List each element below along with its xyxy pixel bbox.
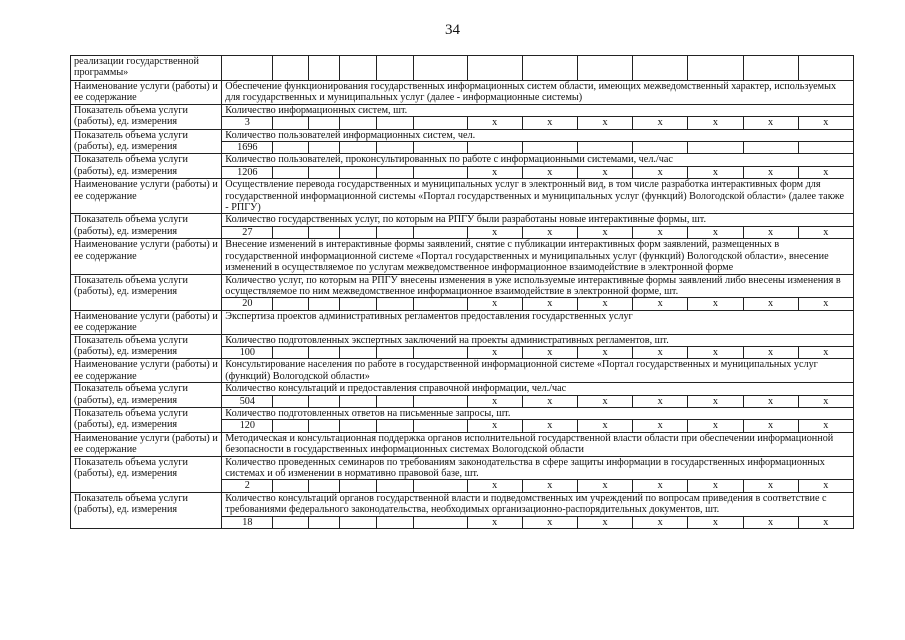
x-mark: x — [522, 346, 577, 358]
x-mark: x — [743, 298, 798, 310]
x-mark: x — [688, 516, 743, 528]
indicator-label: Показатель объема услуги (работы), ед. измерения — [71, 383, 222, 408]
x-mark: x — [522, 166, 577, 178]
x-mark: x — [522, 226, 577, 238]
indicator-label: Показатель объема услуги (работы), ед. измерения — [71, 407, 222, 432]
service-label: Наименование услуги (работы) и ее содержание — [71, 359, 222, 383]
service-name: Осуществление перевода государственных и муниципальных услуг в электронный вид, в том числе разработка интерактивных форм для государственной информационной системы «Портал государственных и муниципальных услуг (функций) Вологодской области» (далее также - РПГУ) — [222, 179, 854, 214]
x-mark: x — [688, 480, 743, 492]
empty-cell — [376, 346, 414, 358]
x-mark: x — [798, 166, 853, 178]
x-mark: x — [577, 420, 632, 432]
empty-cell — [376, 480, 414, 492]
empty-cell — [339, 346, 376, 358]
x-mark: x — [467, 395, 522, 407]
indicator-value: 1206 — [222, 166, 273, 178]
indicator-row — [71, 104, 854, 116]
x-mark: x — [798, 516, 853, 528]
service-row — [71, 432, 854, 456]
x-mark: x — [688, 166, 743, 178]
empty-cell — [376, 166, 414, 178]
service-row — [71, 359, 854, 383]
empty-cell — [339, 420, 376, 432]
empty-cell — [414, 346, 467, 358]
indicator-value: 1696 — [222, 142, 273, 154]
empty-cell — [414, 480, 467, 492]
empty-cell — [376, 226, 414, 238]
indicator-label: Показатель объема услуги (работы), ед. измерения — [71, 129, 222, 154]
indicator-description: Количество проведенных семинаров по требованиям законодательства в сфере защиты информации в государственных информационных системах и об изменении в нормативно правовой базе, шт. — [222, 456, 854, 480]
empty-cell — [414, 226, 467, 238]
x-mark — [467, 142, 522, 154]
page-number: 34 — [445, 22, 460, 38]
empty-cell — [339, 516, 376, 528]
x-mark: x — [467, 420, 522, 432]
x-mark: x — [688, 226, 743, 238]
service-name: Экспертиза проектов административных регламентов предоставления государственных услуг — [222, 310, 854, 334]
empty-cell — [309, 117, 340, 129]
service-name: Методическая и консультационная поддержка органов исполнительной государственной власти области при обеспечении информационной безопасности в государственных информационных системах Вологодской области — [222, 432, 854, 456]
empty-cell — [309, 395, 340, 407]
x-mark: x — [522, 516, 577, 528]
empty-cell — [743, 56, 798, 81]
indicator-description: Количество подготовленных экспертных заключений на проекты административных регламентов, шт. — [222, 334, 854, 346]
service-row — [71, 239, 854, 274]
x-mark: x — [633, 395, 688, 407]
indicator-label: Показатель объема услуги (работы), ед. измерения — [71, 154, 222, 179]
empty-cell — [309, 480, 340, 492]
empty-cell — [309, 516, 340, 528]
indicator-description: Количество информационных систем, шт. — [222, 104, 854, 116]
empty-cell — [633, 56, 688, 81]
x-mark: x — [688, 395, 743, 407]
empty-cell — [414, 56, 467, 81]
x-mark: x — [688, 117, 743, 129]
empty-cell — [414, 395, 467, 407]
service-row — [71, 310, 854, 334]
indicator-label: Показатель объема услуги (работы), ед. измерения — [71, 214, 222, 239]
empty-cell — [339, 117, 376, 129]
x-mark: x — [743, 480, 798, 492]
indicator-description: Количество подготовленных ответов на письменные запросы, шт. — [222, 407, 854, 419]
empty-cell — [273, 117, 309, 129]
empty-cell — [273, 226, 309, 238]
x-mark: x — [577, 226, 632, 238]
x-mark: x — [467, 480, 522, 492]
indicator-description: Количество пользователей, проконсультированных по работе с информационными системами, чел./час — [222, 154, 854, 166]
empty-cell — [376, 142, 414, 154]
x-mark — [522, 142, 577, 154]
empty-cell — [273, 395, 309, 407]
x-mark: x — [633, 420, 688, 432]
empty-cell — [309, 226, 340, 238]
x-mark: x — [798, 480, 853, 492]
empty-cell — [414, 117, 467, 129]
x-mark: x — [577, 298, 632, 310]
empty-cell — [339, 56, 376, 81]
x-mark: x — [633, 298, 688, 310]
indicator-value: 2 — [222, 480, 273, 492]
indicator-row — [71, 129, 854, 141]
x-mark: x — [633, 516, 688, 528]
x-mark: x — [633, 226, 688, 238]
empty-cell — [414, 516, 467, 528]
x-mark — [798, 142, 853, 154]
service-name: Обеспечение функционирования государственных информационных систем области, имеющих межведомственный характер, используемых для государственных и муниципальных услуг (далее - информационные системы) — [222, 81, 854, 105]
x-mark: x — [633, 117, 688, 129]
x-mark: x — [798, 395, 853, 407]
empty-cell — [273, 346, 309, 358]
x-mark: x — [577, 516, 632, 528]
x-mark: x — [743, 117, 798, 129]
empty-cell — [309, 298, 340, 310]
empty-cell — [273, 142, 309, 154]
empty-cell — [376, 420, 414, 432]
indicator-description: Количество государственных услуг, по которым на РПГУ были разработаны новые интерактивные формы, шт. — [222, 214, 854, 226]
empty-cell — [339, 480, 376, 492]
indicator-label: Показатель объема услуги (работы), ед. измерения — [71, 492, 222, 528]
x-mark: x — [633, 166, 688, 178]
indicator-row — [71, 456, 854, 480]
empty-cell — [309, 346, 340, 358]
indicator-description: Количество консультаций и предоставления справочной информации, чел./час — [222, 383, 854, 395]
empty-cell — [414, 298, 467, 310]
empty-cell — [339, 395, 376, 407]
empty-cell — [522, 56, 577, 81]
empty-cell — [309, 166, 340, 178]
x-mark: x — [467, 226, 522, 238]
x-mark: x — [467, 346, 522, 358]
x-mark: x — [577, 480, 632, 492]
empty-cell — [339, 166, 376, 178]
x-mark: x — [633, 480, 688, 492]
x-mark: x — [743, 166, 798, 178]
empty-cell — [309, 420, 340, 432]
x-mark: x — [743, 346, 798, 358]
x-mark: x — [688, 298, 743, 310]
x-mark: x — [743, 226, 798, 238]
empty-cell — [339, 142, 376, 154]
indicator-label: Показатель объема услуги (работы), ед. измерения — [71, 274, 222, 310]
service-name: Внесение изменений в интерактивные формы заявлений, снятие с публикации интерактивных форм заявлений, размещенных в государственной информационной системе «Портал государственных и муниципальных услуг (функций) Вологодской области», внесение изменений в осуществляемое по услугам межведомственное информационное взаимодействие в электронной форме — [222, 239, 854, 274]
x-mark — [743, 142, 798, 154]
x-mark: x — [798, 117, 853, 129]
empty-cell — [798, 56, 853, 81]
x-mark: x — [467, 166, 522, 178]
empty-cell — [376, 298, 414, 310]
indicator-row — [71, 274, 854, 298]
x-mark: x — [798, 226, 853, 238]
x-mark: x — [743, 516, 798, 528]
empty-cell — [273, 516, 309, 528]
x-mark — [633, 142, 688, 154]
x-mark: x — [798, 298, 853, 310]
indicator-value: 27 — [222, 226, 273, 238]
empty-cell — [273, 56, 309, 81]
indicator-description: Количество пользователей информационных систем, чел. — [222, 129, 854, 141]
x-mark: x — [798, 346, 853, 358]
indicator-description: Количество услуг, по которым на РПГУ внесены изменения в уже используемые интерактивные формы заявлений либо внесены изменения в осуществляемое по ним межведомственное информационное взаимодействие в электронной форме, шт. — [222, 274, 854, 298]
empty-cell — [273, 480, 309, 492]
empty-cell — [376, 516, 414, 528]
x-mark — [688, 142, 743, 154]
indicator-row — [71, 334, 854, 346]
x-mark: x — [522, 480, 577, 492]
empty-cell — [339, 298, 376, 310]
x-mark: x — [577, 166, 632, 178]
empty-cell — [309, 142, 340, 154]
x-mark: x — [633, 346, 688, 358]
service-label: Наименование услуги (работы) и ее содержание — [71, 310, 222, 334]
indicator-value: 3 — [222, 117, 273, 129]
indicator-row — [71, 154, 854, 166]
x-mark: x — [522, 420, 577, 432]
empty-cell — [222, 56, 273, 81]
empty-cell — [273, 298, 309, 310]
x-mark: x — [467, 516, 522, 528]
x-mark: x — [577, 117, 632, 129]
x-mark: x — [743, 420, 798, 432]
x-mark — [577, 142, 632, 154]
empty-cell — [376, 117, 414, 129]
table-row — [71, 56, 854, 81]
indicator-value: 120 — [222, 420, 273, 432]
indicator-value: 504 — [222, 395, 273, 407]
indicator-label: Показатель объема услуги (работы), ед. измерения — [71, 334, 222, 359]
x-mark: x — [798, 420, 853, 432]
x-mark: x — [743, 395, 798, 407]
empty-cell — [273, 166, 309, 178]
service-label: Наименование услуги (работы) и ее содержание — [71, 179, 222, 214]
empty-cell — [309, 56, 340, 81]
x-mark: x — [688, 420, 743, 432]
x-mark: x — [577, 395, 632, 407]
empty-cell — [339, 226, 376, 238]
indicator-row — [71, 214, 854, 226]
service-label: Наименование услуги (работы) и ее содержание — [71, 239, 222, 274]
empty-cell — [414, 142, 467, 154]
x-mark: x — [688, 346, 743, 358]
indicator-label: Показатель объема услуги (работы), ед. измерения — [71, 456, 222, 492]
indicator-row — [71, 407, 854, 419]
x-mark: x — [467, 117, 522, 129]
indicator-value: 18 — [222, 516, 273, 528]
service-row — [71, 179, 854, 214]
empty-cell — [376, 395, 414, 407]
indicator-description: Количество консультаций органов государственной власти и подведомственных им учреждений по вопросам приведения в соответствие с требованиями федерального законодательства, необходимых организационно-распорядительных документов, шт. — [222, 492, 854, 516]
empty-cell — [376, 56, 414, 81]
service-label: Наименование услуги (работы) и ее содержание — [71, 81, 222, 105]
indicator-value: 100 — [222, 346, 273, 358]
x-mark: x — [577, 346, 632, 358]
empty-cell — [577, 56, 632, 81]
service-row — [71, 81, 854, 105]
empty-cell — [414, 420, 467, 432]
service-label: Наименование услуги (работы) и ее содержание — [71, 432, 222, 456]
service-name: Консультирование населения по работе в государственной информационной системе «Портал государственных и муниципальных услуг (функций) Вологодской области» — [222, 359, 854, 383]
x-mark: x — [522, 298, 577, 310]
row-label: реализации государственной программы» — [71, 56, 222, 81]
x-mark: x — [522, 395, 577, 407]
indicator-value: 20 — [222, 298, 273, 310]
state-task-table — [70, 55, 854, 529]
empty-cell — [273, 420, 309, 432]
x-mark: x — [522, 117, 577, 129]
empty-cell — [688, 56, 743, 81]
indicator-row — [71, 383, 854, 395]
empty-cell — [414, 166, 467, 178]
indicator-row — [71, 492, 854, 516]
indicator-label: Показатель объема услуги (работы), ед. измерения — [71, 104, 222, 129]
x-mark: x — [467, 298, 522, 310]
empty-cell — [467, 56, 522, 81]
